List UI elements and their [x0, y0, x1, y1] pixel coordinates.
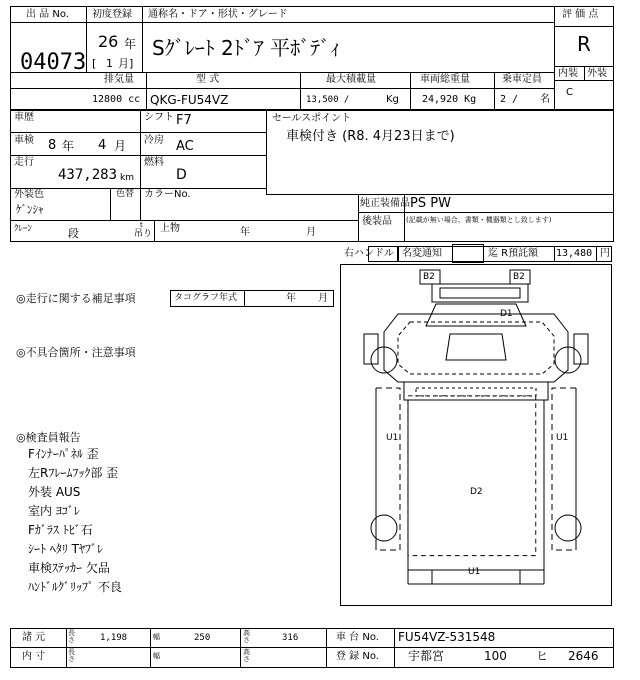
mileage-value: 437,283 — [58, 167, 118, 183]
name-change-box — [452, 244, 484, 263]
truck-diagram — [340, 264, 612, 606]
inspector-item: 室内 ﾖｺﾞﾚ — [28, 504, 80, 518]
color-value: ｹﾞﾝｼｬ — [16, 203, 44, 216]
cab-roof — [432, 284, 528, 302]
length-value: 1,198 — [100, 633, 128, 643]
inspector-item: ｼｰﾄ ﾍﾀﾘ Tﾔﾌﾞﾚ — [28, 542, 103, 556]
defects-title: ◎不具合箇所・注意事項 — [16, 346, 136, 359]
capacity-value: 2 / — [500, 94, 519, 105]
maxload-label: 最大積載量 — [326, 74, 376, 85]
height-label: 高さ — [243, 629, 250, 644]
inner-length-label: 長さ — [68, 648, 75, 663]
inner-width-label: 幅 — [153, 652, 160, 660]
diag-u1-left: U1 — [386, 433, 399, 443]
inspector-item: 外装 AUS — [28, 485, 81, 499]
cab-body — [384, 314, 568, 382]
crane-lift-unit: 吊り — [134, 229, 153, 239]
inspector-item: ﾊﾝﾄﾞﾙｸﾞﾘｯﾌﾟ 不良 — [28, 580, 122, 594]
history-label: 車歴 — [14, 112, 34, 123]
first-reg-month-open: [ — [92, 57, 97, 70]
mileage-unit: km — [120, 173, 134, 183]
equipment-label: 純正装備品 — [360, 198, 410, 209]
diag-b2-right: B2 — [513, 272, 525, 282]
handle-value: 右ハンドル — [344, 248, 394, 259]
reg-number: 2646 — [568, 649, 599, 663]
crane-stage-unit: 段 — [68, 227, 79, 240]
mileage-label: 走行 — [14, 157, 34, 168]
diag-u1-bottom: U1 — [468, 567, 481, 577]
grade-value: R — [577, 32, 591, 56]
height-value: 316 — [282, 633, 299, 643]
model-value: QKG-FU54VZ — [150, 93, 229, 107]
inspection-month-unit: 月 — [114, 139, 127, 153]
year-unit: 年 — [124, 37, 137, 51]
exterior-label: 外装 — [587, 68, 607, 79]
gvw-label: 車両総重量 — [420, 74, 470, 85]
color-no-label: 色替 — [116, 189, 135, 199]
dims-label: 諸 元 — [22, 632, 46, 643]
inspector-item: 車検ｽﾃｯｶｰ 欠品 — [28, 561, 110, 575]
aftermarket-label: 後装品 — [362, 216, 392, 227]
maxload-unit: Kg — [386, 94, 399, 105]
inspector-title: ◎検査員報告 — [16, 431, 81, 444]
lot-label: 出 品 No. — [26, 9, 69, 20]
width-label: 幅 — [153, 633, 160, 641]
deposit-value: 13,480 — [556, 248, 593, 259]
inner-label: 内 寸 — [22, 651, 46, 662]
capacity-unit: 名 — [540, 94, 550, 105]
tacho-label: タコグラフ年式 — [174, 293, 238, 303]
color-code-label: カラーNo. — [144, 189, 191, 200]
length-label: 長さ — [68, 629, 75, 644]
tacho-year-unit: 年 — [286, 293, 296, 304]
rear-left-wheel — [371, 515, 397, 541]
lift-label: 上物 — [160, 223, 180, 234]
vehicle-name-value: Sｸﾞﾚｰﾄ 2ﾄﾞｱ 平ﾎﾞﾃﾞｨ — [152, 36, 341, 60]
front-bumper — [404, 382, 548, 400]
inspection-year-unit: 年 — [62, 139, 75, 153]
model-label: 型 式 — [196, 74, 220, 85]
shift-label: シフト — [144, 112, 174, 123]
displacement-label: 排気量 — [104, 74, 134, 85]
first-reg-month: 1 — [106, 57, 113, 70]
sales-point-label: セールスポイント — [272, 113, 352, 124]
front-grille — [416, 388, 536, 396]
fuel-label: 燃料 — [144, 157, 164, 168]
deposit-unit: 円 — [600, 248, 610, 259]
ac-value: AC — [176, 139, 194, 154]
chassis-label: 車 台 No. — [336, 632, 379, 643]
tacho-month-unit: 月 — [318, 293, 328, 304]
crane-ton-small: t — [140, 221, 143, 229]
width-value: 250 — [194, 633, 211, 643]
diag-d1: D1 — [500, 309, 513, 319]
vehicle-name-label: 通称名・ドア・形状・グレード — [148, 9, 288, 20]
driving-notes-title: ◎走行に関する補足事項 — [16, 292, 136, 305]
grade-label: 評 価 点 — [562, 9, 599, 20]
inspector-item: Fｲﾝﾅｰﾊﾟﾈﾙ 歪 — [28, 447, 99, 461]
crane-label: ｸﾚｰﾝ — [14, 224, 33, 234]
diag-b2-left: B2 — [423, 272, 435, 282]
first-reg-year: 26 — [98, 32, 119, 51]
sales-point-value: 車検付き (R8. 4月23日まで) — [286, 129, 455, 144]
cab-window — [446, 334, 506, 360]
maxload-value: 13,500 / — [306, 95, 350, 105]
gvw-value: 24,920 Kg — [422, 94, 477, 105]
first-reg-month-unit: 月] — [118, 57, 134, 70]
deck-inner — [408, 396, 536, 556]
inspection-month: 4 — [98, 138, 107, 153]
inspector-item: 左Rﾌﾚｰﾑﾌｯｸ部 歪 — [28, 466, 119, 480]
deposit-label: 迄 R預託額 — [488, 248, 539, 259]
inspection-label: 車検 — [14, 135, 34, 146]
reg-region: 宇都宮 — [408, 649, 445, 663]
shift-value: F7 — [176, 113, 192, 128]
interior-value: C — [566, 87, 573, 98]
cab-roof-inner — [440, 288, 520, 298]
chassis-value: FU54VZ-531548 — [398, 630, 496, 644]
aftermarket-note: (記載が無い場合、書類・機器類とし致します) — [406, 216, 552, 224]
cab-windshield — [398, 322, 554, 374]
name-change-label: 名変通知 — [402, 248, 442, 259]
deck-bed — [408, 400, 544, 570]
reg-class: 100 — [484, 649, 507, 663]
lift-month-unit: 月 — [306, 227, 316, 238]
fuel-value: D — [176, 167, 187, 183]
displacement-value: 12800 cc — [92, 94, 141, 105]
color-label: 外装色 — [14, 189, 44, 200]
first-reg-label: 初度登録 — [92, 9, 132, 20]
reg-kana: ヒ — [536, 649, 549, 663]
diag-u1-right: U1 — [556, 433, 569, 443]
inspection-year: 8 — [48, 138, 57, 153]
interior-label: 内装 — [558, 68, 578, 79]
inspector-item: Fｶﾞﾗｽ ﾄﾋﾞ石 — [28, 523, 93, 537]
rear-right-wheel — [555, 515, 581, 541]
equipment-value: PS PW — [410, 196, 451, 211]
lift-year-unit: 年 — [240, 227, 250, 238]
capacity-label: 乗車定員 — [502, 74, 542, 85]
ac-label: 冷房 — [144, 135, 164, 146]
inner-height-label: 高さ — [243, 648, 250, 663]
lot-number: 04073 — [20, 50, 87, 75]
diag-d2: D2 — [470, 487, 483, 497]
reg-label: 登 録 No. — [336, 651, 379, 662]
